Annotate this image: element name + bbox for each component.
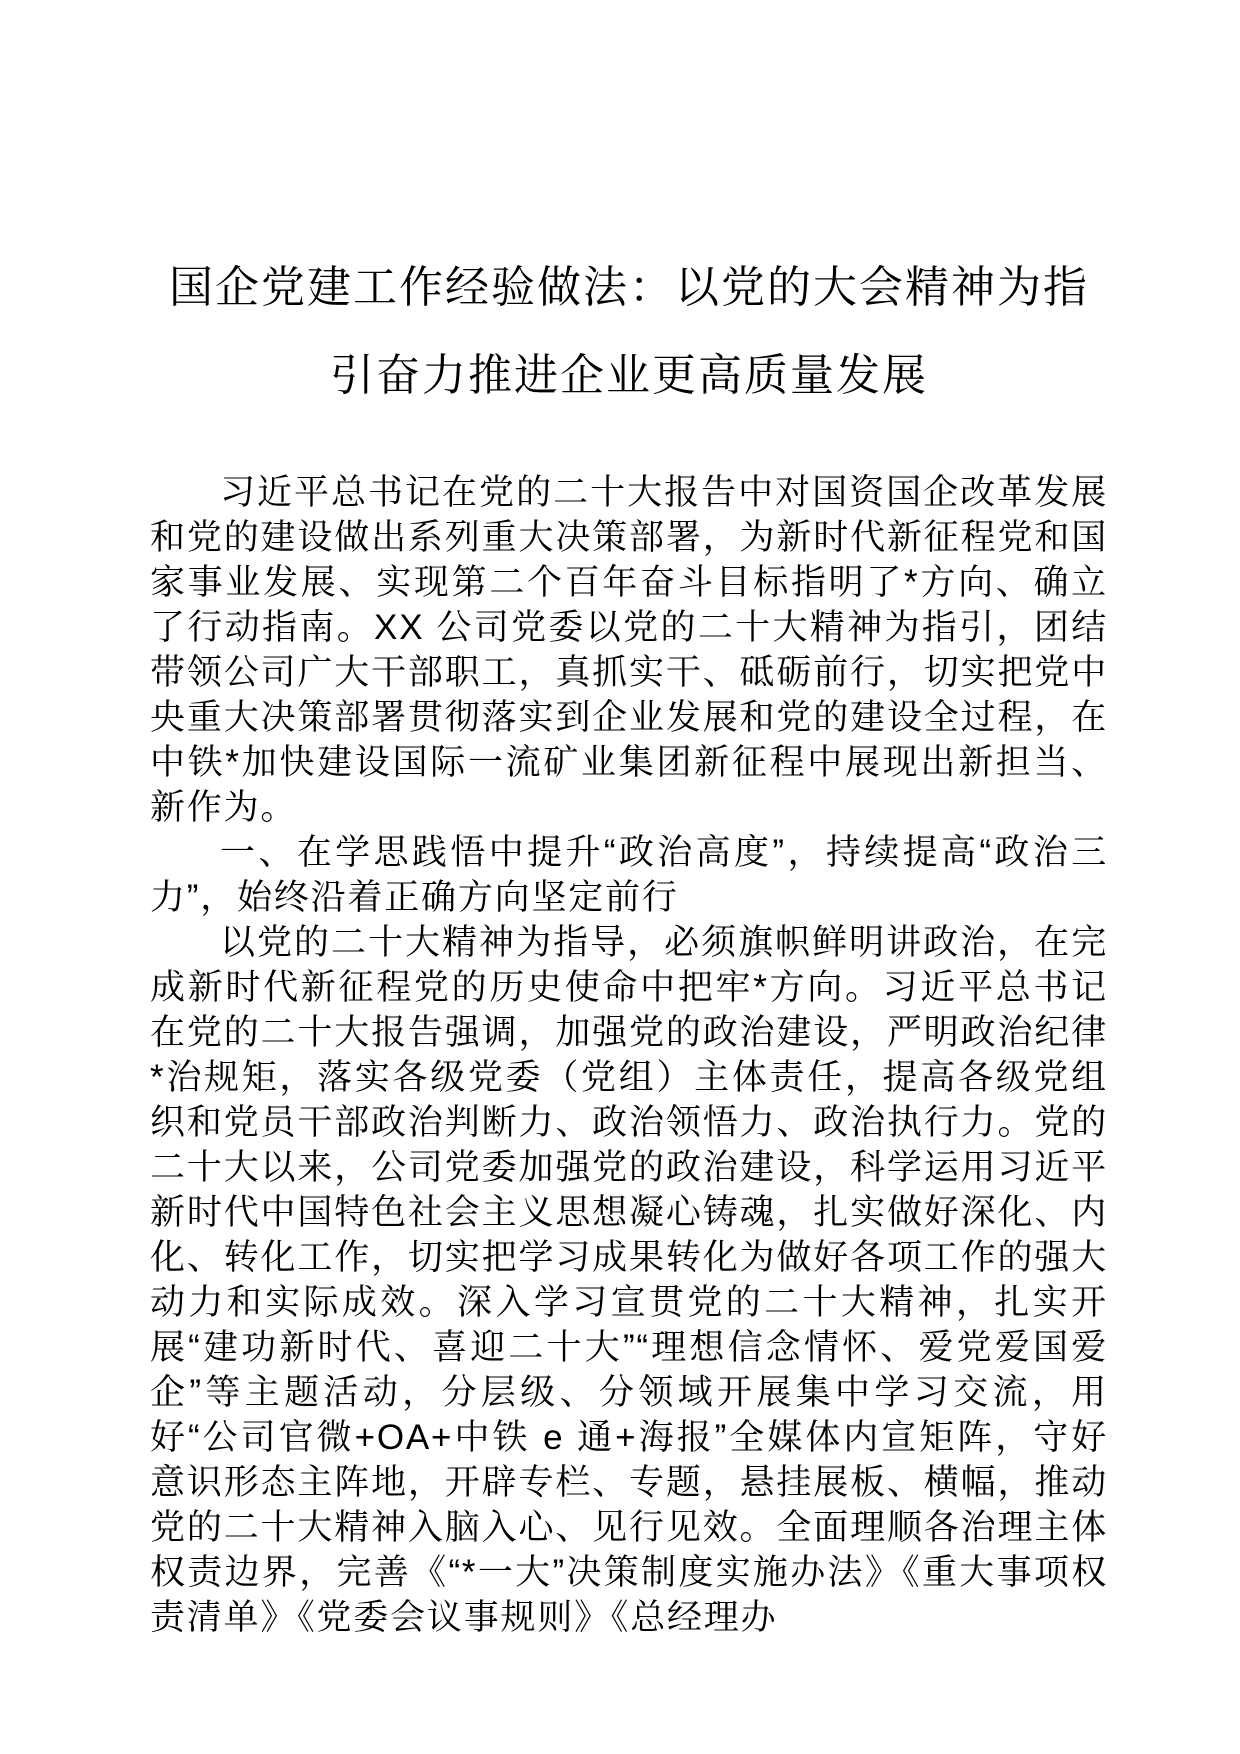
paragraph-section-one-body: 以党的二十大精神为指导，必须旗帜鲜明讲政治，在完成新时代新征程党的历史使命中把牢*方向。习近平总书记在党的二十大报告强调，加强党的政治建设，严明政治纪律*治规矩，落实各级党委（党组）主体责任，提高各级党组织和党员干部政治判断力、政治领悟力、政治执行力。党的二十大以来，公司党委加强党的政治建设，科学运用习近平新时代中国特色社会主义思想凝心铸魂，扎实做好深化、内化、转化工作，切实把学习成果转化为做好各项工作的强大动力和实际成效。深入学习宣贯党的二十大精神，扎实开展“建功新时代、喜迎二十大”“理想信念情怀、爱党爱国爱企”等主题活动，分层级、分领域开展集中学习交流，用好“公司官微+OA+中铁 e 通+海报”全媒体内宣矩阵，守好意识形态主阵地，开辟专栏、专题，悬挂展板、横幅，推动党的二十大精神入脑入心、见行见效。全面理顺各治理主体权责边界，完善《“*一大”决策制度实施办法》《重大事项权责清单》《党委会议事规则》《总经理办: [150, 923, 1108, 1637]
text-block: [150, 0, 1108, 1640]
document-title: 国企党建工作经验做法：以党的大会精神为指引奋力推进企业更高质量发展: [169, 263, 1089, 400]
paragraph-intro: 习近平总书记在党的二十大报告中对国资国企改革发展和党的建设做出系列重大决策部署，为新时代新征程党和国家事业发展、实现第二个百年奋斗目标指明了*方向、确立了行动指南。XX 公司党委以党的二十大精神为指引，团结带领公司广大干部职工，真抓实干、砥砺前行，切实把党中央重大决策部署贯彻落实到企业发展和党的建设全过程，在中铁*加快建设国际一流矿业集团新征程中展现出新担当、新作为。: [150, 473, 1108, 827]
section-heading-one: 一、在学思践悟中提升“政治高度”，持续提高“政治三力”，始终沿着正确方向坚定前行: [150, 833, 1108, 917]
